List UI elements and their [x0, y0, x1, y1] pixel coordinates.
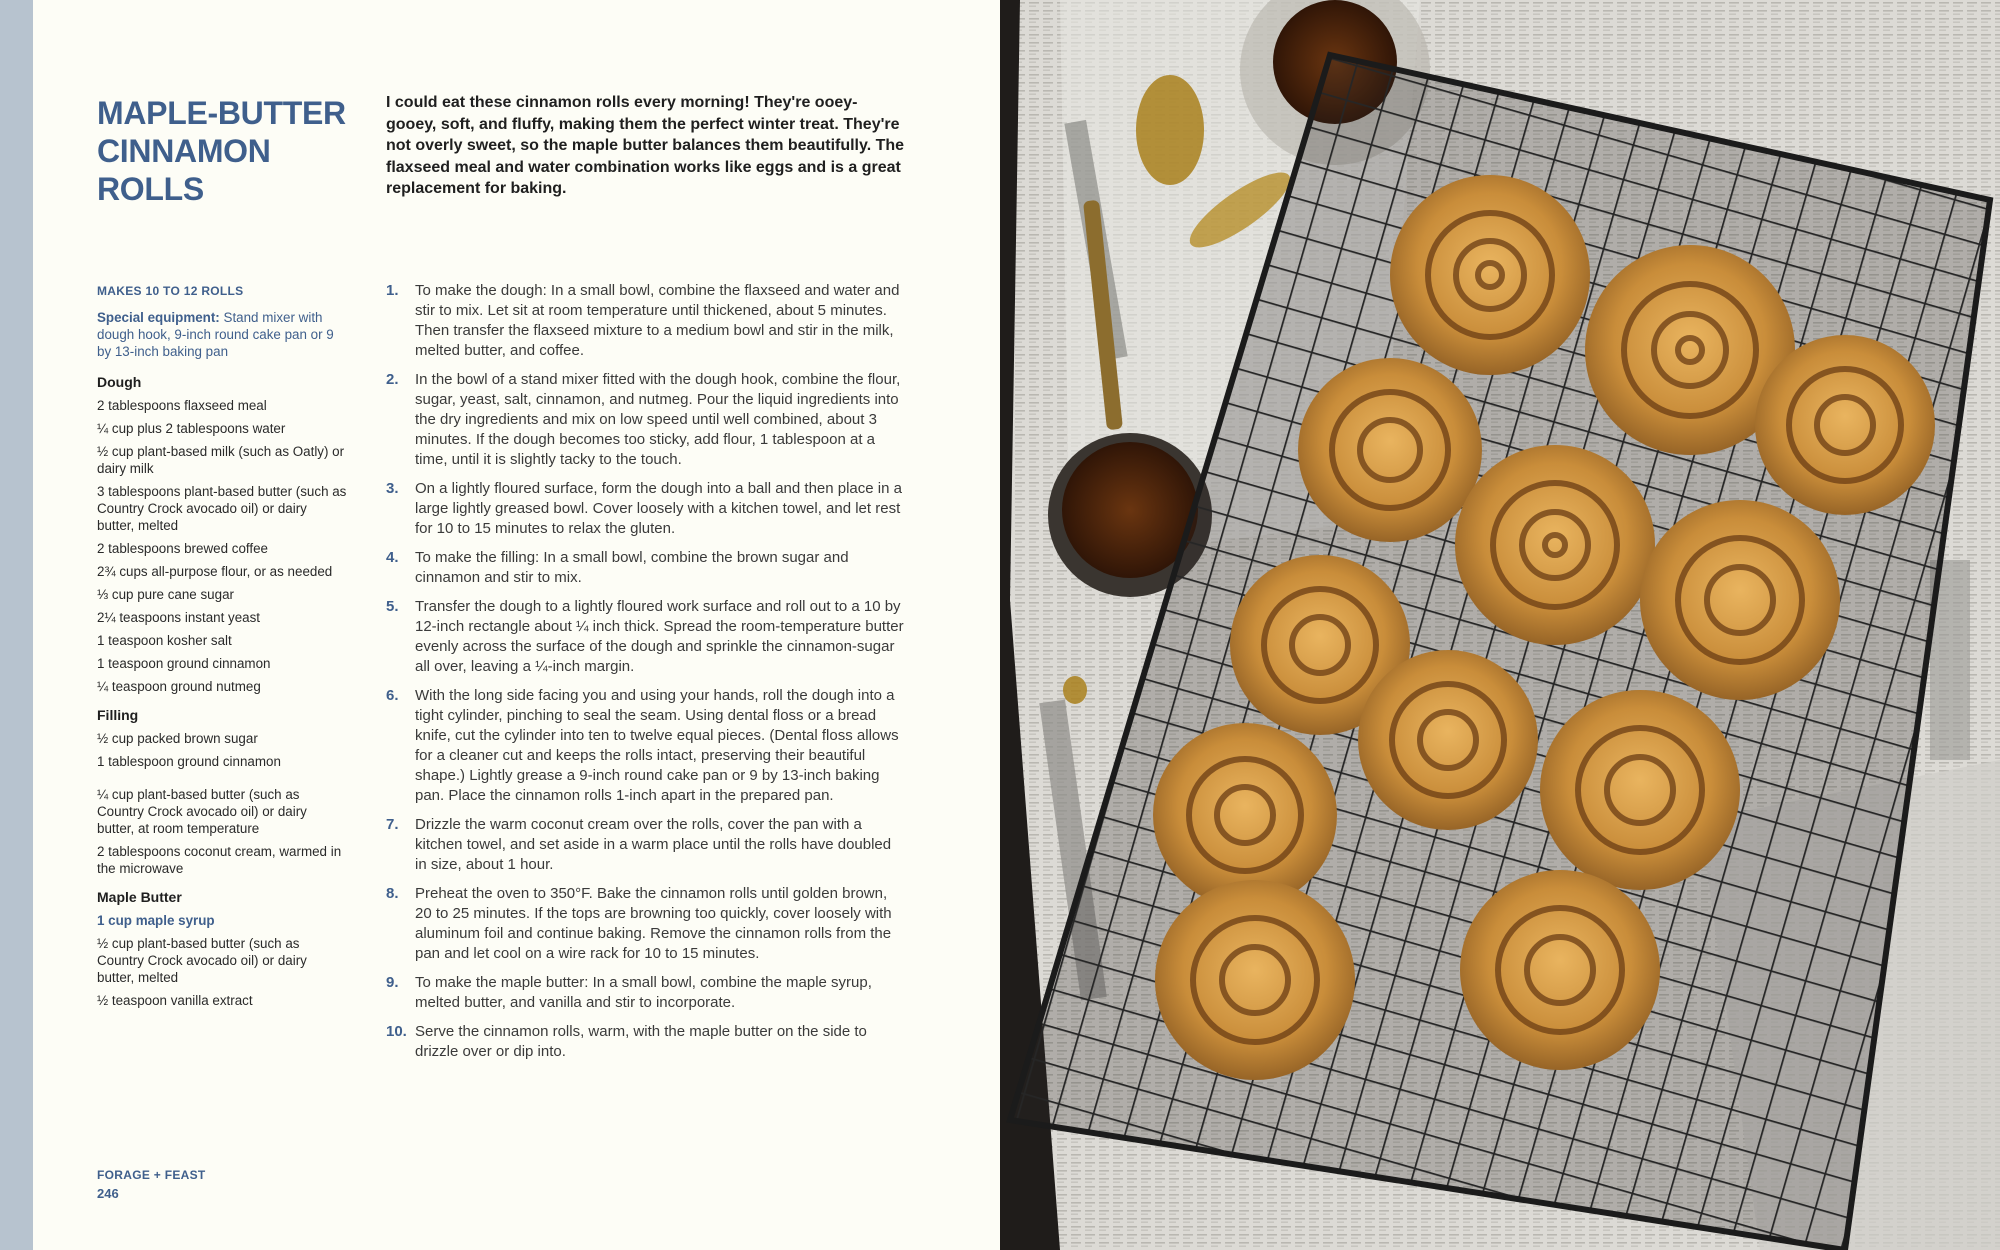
step-item [386, 479, 906, 539]
step-text: To make the filling: In a small bowl, combine the brown sugar and cinnamon and stir to mix. [415, 549, 849, 586]
ingredient-item: 2¼ teaspoons instant yeast [97, 610, 261, 625]
ingredient-group-heading-filling: Filling [97, 707, 139, 723]
step-item [386, 1022, 906, 1062]
ingredient-group-heading-dough: Dough [97, 374, 142, 390]
step-text: With the long side facing you and using your hands, roll the dough into a tight cylinder, pinching to seal the seam. Using dental floss or a bread knife, cut the cylinder into ten to twelve equal pieces. (Dental floss allows for a cleaner cut and keeps the rolls intact, preserving their beautiful shape.) Lightly grease a 9-inch round cake pan or 9 by 13-inch baking pan. Place the cinnamon rolls 1-inch apart in the prepared pan. [415, 687, 899, 804]
step-text: Preheat the oven to 350°F. Bake the cinnamon rolls until golden brown, 20 to 25 minutes. If the tops are browning too quickly, cover loosely with aluminum foil and continue baking. Remove the cinnamon rolls from the pan and let cool on a wire rack for 10 to 15 minutes. [415, 885, 892, 962]
step-text: Serve the cinnamon rolls, warm, with the maple butter on the side to drizzle over or dip into. [415, 1023, 867, 1060]
ingredient-item: ½ teaspoon vanilla extract [97, 993, 253, 1008]
ingredient-item: 1 teaspoon kosher salt [97, 633, 232, 648]
step-number: 4. [386, 549, 399, 566]
step-number: 9. [386, 974, 399, 991]
book-title: FORAGE + FEAST [97, 1168, 206, 1182]
ingredient-item: 2 tablespoons coconut cream, warmed in the microwave [97, 844, 342, 876]
step-number: 2. [386, 371, 399, 388]
step-text: Transfer the dough to a lightly floured work surface and roll out to a 10 by 12-inch rectangle about ¼ inch thick. Spread the room-temperature butter evenly across the surface of the dough and sprinkle the cinnamon-sugar all over, leaving a ¼-inch margin. [415, 598, 904, 675]
ingredient-item: 1 teaspoon ground cinnamon [97, 656, 271, 671]
ingredient-item: ½ cup plant-based milk (such as Oatly) or dairy milk [97, 444, 345, 476]
ingredient-item: 3 tablespoons plant-based butter (such as Country Crock avocado oil) or dairy butter, melted [97, 484, 347, 533]
step-number: 6. [386, 687, 399, 704]
equipment-text: Stand mixer with dough hook, 9-inch round cake pan or 9 by 13-inch baking pan [97, 310, 334, 359]
page-number: 246 [97, 1186, 119, 1201]
step-item [386, 973, 906, 1013]
ingredient-item: ¼ teaspoon ground nutmeg [97, 679, 261, 694]
step-number: 10. [386, 1023, 407, 1040]
step-item [386, 884, 906, 964]
ingredient-item: ½ cup plant-based butter (such as Country Crock avocado oil) or dairy butter, melted [97, 936, 307, 985]
step-text: On a lightly floured surface, form the dough into a ball and then place in a large lightly greased bowl. Cover loosely with a kitchen towel, and let rest for 10 to 15 minutes to relax the gluten. [415, 480, 902, 537]
equipment-label: Special equipment: [97, 310, 220, 325]
page-edge [0, 0, 33, 1250]
ingredient-list-dough [97, 397, 347, 695]
step-number: 5. [386, 598, 399, 615]
step-item [386, 281, 906, 361]
step-number: 3. [386, 480, 399, 497]
step-item [386, 548, 906, 588]
ingredient-item: 2 tablespoons flaxseed meal [97, 398, 267, 413]
ingredient-list-filling [97, 730, 347, 877]
ingredient-item: 1 tablespoon ground cinnamon [97, 754, 281, 769]
ingredient-item: 1 cup maple syrup [97, 913, 215, 928]
step-item [386, 597, 906, 677]
step-text: Drizzle the warm coconut cream over the rolls, cover the pan with a kitchen towel, and set aside in a warm place until the rolls have doubled in size, about 1 hour. [415, 816, 892, 873]
step-number: 7. [386, 816, 399, 833]
ingredient-group-heading-maple-butter: Maple Butter [97, 889, 182, 905]
step-item [386, 815, 906, 875]
step-number: 8. [386, 885, 399, 902]
ingredient-item: ½ cup packed brown sugar [97, 731, 258, 746]
step-item [386, 686, 906, 806]
ingredient-item: 2¾ cups all-purpose flour, or as needed [97, 564, 333, 579]
food-illustration [1000, 0, 2000, 1250]
ingredient-item: ⅓ cup pure cane sugar [97, 587, 234, 602]
step-text: To make the maple butter: In a small bowl, combine the maple syrup, melted butter, and vanilla and stir to incorporate. [415, 974, 872, 1011]
recipe-intro: I could eat these cinnamon rolls every morning! They're ooey-gooey, soft, and fluffy, making them the perfect winter treat. They're not overly sweet, so the maple butter balances them beautifully. The flaxseed meal and water combination works like eggs and is a great replacement for baking. [386, 94, 905, 197]
step-number: 1. [386, 282, 399, 299]
ingredients-column [97, 284, 347, 1021]
yield-label: MAKES 10 TO 12 ROLLS [97, 284, 244, 298]
ingredient-item: ¼ cup plant-based butter (such as Country Crock avocado oil) or dairy butter, at room temperature [97, 787, 307, 836]
ingredient-item: ¼ cup plus 2 tablespoons water [97, 421, 286, 436]
step-item [386, 370, 906, 470]
method-steps [386, 281, 906, 1071]
recipe-title: MAPLE-BUTTER CINNAMON ROLLS [97, 95, 346, 207]
cinnamon-rolls-photo [1000, 0, 2000, 1250]
special-equipment [97, 309, 347, 360]
page-footer [97, 1168, 206, 1201]
ingredient-list-maple-butter [97, 912, 347, 1009]
step-text: To make the dough: In a small bowl, combine the flaxseed and water and stir to mix. Let sit at room temperature until thickened, about 5 minutes. Then transfer the flaxseed mixture to a medium bowl and stir in the milk, melted butter, and coffee. [415, 282, 900, 359]
ingredient-item: 2 tablespoons brewed coffee [97, 541, 268, 556]
step-text: In the bowl of a stand mixer fitted with the dough hook, combine the flour, sugar, yeast, salt, cinnamon, and nutmeg. Pour the liquid ingredients into the dry ingredients and mix on low speed until well combined, about 3 minutes. If the dough becomes too sticky, add flour, 1 tablespoon at a time, until it is slightly tacky to the touch. [415, 371, 901, 468]
